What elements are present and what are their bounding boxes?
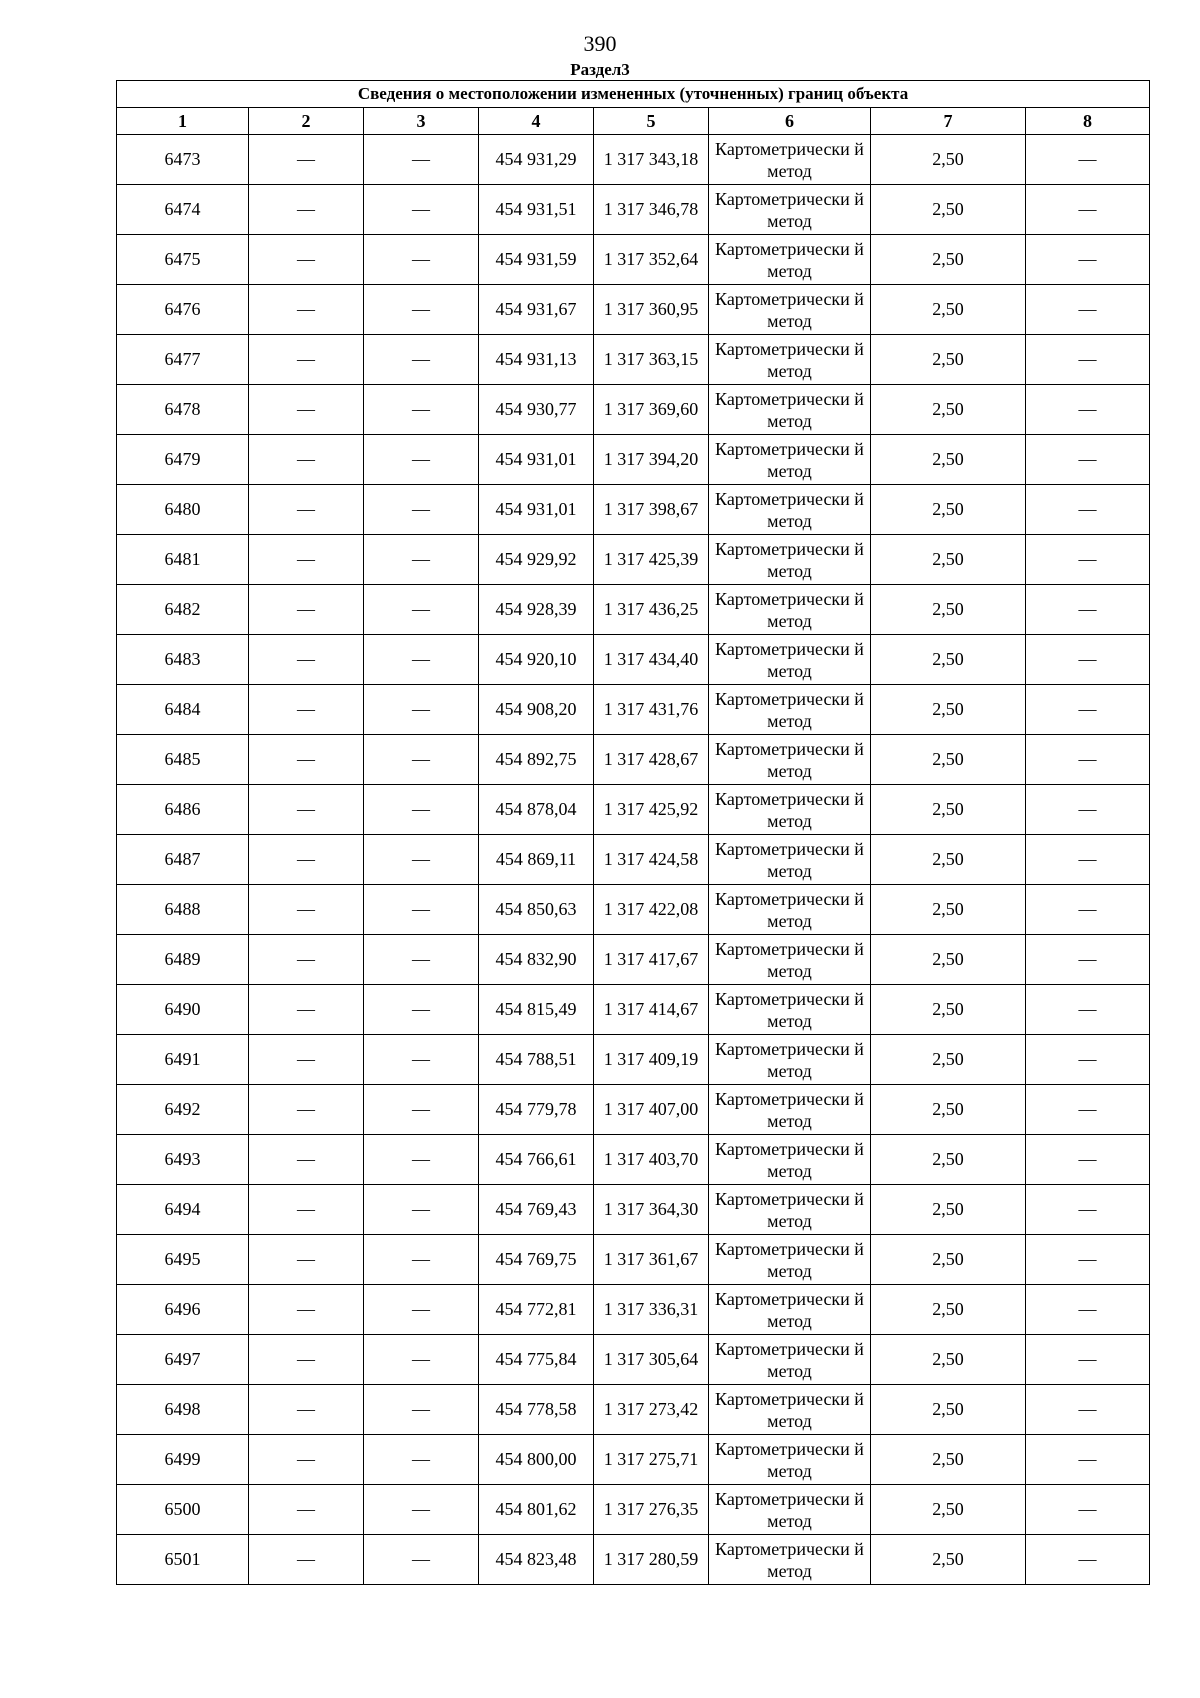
y-coordinate-cell: 1 317 336,31 xyxy=(594,1285,709,1335)
empty-value-cell: — xyxy=(249,935,364,985)
y-coordinate-cell: 1 317 436,25 xyxy=(594,585,709,635)
x-coordinate-cell: 454 929,92 xyxy=(479,535,594,585)
x-coordinate-cell: 454 908,20 xyxy=(479,685,594,735)
empty-value-cell: — xyxy=(1026,1135,1150,1185)
method-cell: Картометрически й метод xyxy=(709,1285,871,1335)
table-title: Сведения о местоположении измененных (уточненных) границ объекта xyxy=(117,81,1150,108)
y-coordinate-cell: 1 317 352,64 xyxy=(594,235,709,285)
method-cell: Картометрически й метод xyxy=(709,235,871,285)
table-row xyxy=(117,1185,1150,1235)
method-cell: Картометрически й метод xyxy=(709,1435,871,1485)
method-cell: Картометрически й метод xyxy=(709,985,871,1035)
point-number-cell: 6476 xyxy=(117,285,249,335)
point-number-cell: 6488 xyxy=(117,885,249,935)
precision-cell: 2,50 xyxy=(871,635,1026,685)
empty-value-cell: — xyxy=(364,1535,479,1585)
table-row xyxy=(117,385,1150,435)
point-number-cell: 6487 xyxy=(117,835,249,885)
point-number-cell: 6497 xyxy=(117,1335,249,1385)
precision-cell: 2,50 xyxy=(871,285,1026,335)
x-coordinate-cell: 454 878,04 xyxy=(479,785,594,835)
precision-cell: 2,50 xyxy=(871,1085,1026,1135)
x-coordinate-cell: 454 931,01 xyxy=(479,485,594,535)
empty-value-cell: — xyxy=(1026,1285,1150,1335)
point-number-cell: 6496 xyxy=(117,1285,249,1335)
empty-value-cell: — xyxy=(249,1035,364,1085)
empty-value-cell: — xyxy=(1026,835,1150,885)
table-row xyxy=(117,635,1150,685)
y-coordinate-cell: 1 317 363,15 xyxy=(594,335,709,385)
empty-value-cell: — xyxy=(364,135,479,185)
point-number-cell: 6478 xyxy=(117,385,249,435)
empty-value-cell: — xyxy=(1026,1385,1150,1435)
empty-value-cell: — xyxy=(364,1085,479,1135)
x-coordinate-cell: 454 775,84 xyxy=(479,1335,594,1385)
x-coordinate-cell: 454 769,75 xyxy=(479,1235,594,1285)
table-row xyxy=(117,885,1150,935)
precision-cell: 2,50 xyxy=(871,485,1026,535)
empty-value-cell: — xyxy=(1026,1535,1150,1585)
method-cell: Картометрически й метод xyxy=(709,435,871,485)
x-coordinate-cell: 454 931,01 xyxy=(479,435,594,485)
empty-value-cell: — xyxy=(364,635,479,685)
method-cell: Картометрически й метод xyxy=(709,185,871,235)
empty-value-cell: — xyxy=(249,185,364,235)
precision-cell: 2,50 xyxy=(871,1185,1026,1235)
point-number-cell: 6479 xyxy=(117,435,249,485)
y-coordinate-cell: 1 317 414,67 xyxy=(594,985,709,1035)
empty-value-cell: — xyxy=(364,235,479,285)
precision-cell: 2,50 xyxy=(871,335,1026,385)
empty-value-cell: — xyxy=(1026,385,1150,435)
method-cell: Картометрически й метод xyxy=(709,685,871,735)
empty-value-cell: — xyxy=(364,1285,479,1335)
method-cell: Картометрически й метод xyxy=(709,485,871,535)
point-number-cell: 6474 xyxy=(117,185,249,235)
empty-value-cell: — xyxy=(1026,435,1150,485)
point-number-cell: 6492 xyxy=(117,1085,249,1135)
x-coordinate-cell: 454 766,61 xyxy=(479,1135,594,1185)
method-cell: Картометрически й метод xyxy=(709,285,871,335)
point-number-cell: 6498 xyxy=(117,1385,249,1435)
empty-value-cell: — xyxy=(1026,635,1150,685)
empty-value-cell: — xyxy=(249,1335,364,1385)
y-coordinate-cell: 1 317 394,20 xyxy=(594,435,709,485)
empty-value-cell: — xyxy=(364,1035,479,1085)
table-row xyxy=(117,535,1150,585)
precision-cell: 2,50 xyxy=(871,135,1026,185)
point-number-cell: 6483 xyxy=(117,635,249,685)
precision-cell: 2,50 xyxy=(871,1035,1026,1085)
empty-value-cell: — xyxy=(1026,285,1150,335)
point-number-cell: 6480 xyxy=(117,485,249,535)
x-coordinate-cell: 454 931,59 xyxy=(479,235,594,285)
empty-value-cell: — xyxy=(1026,135,1150,185)
empty-value-cell: — xyxy=(249,335,364,385)
table-row xyxy=(117,785,1150,835)
empty-value-cell: — xyxy=(364,1335,479,1385)
x-coordinate-cell: 454 788,51 xyxy=(479,1035,594,1085)
point-number-cell: 6489 xyxy=(117,935,249,985)
x-coordinate-cell: 454 920,10 xyxy=(479,635,594,685)
point-number-cell: 6501 xyxy=(117,1535,249,1585)
empty-value-cell: — xyxy=(1026,1435,1150,1485)
y-coordinate-cell: 1 317 431,76 xyxy=(594,685,709,735)
x-coordinate-cell: 454 928,39 xyxy=(479,585,594,635)
empty-value-cell: — xyxy=(249,135,364,185)
empty-value-cell: — xyxy=(249,685,364,735)
y-coordinate-cell: 1 317 417,67 xyxy=(594,935,709,985)
precision-cell: 2,50 xyxy=(871,935,1026,985)
empty-value-cell: — xyxy=(364,1185,479,1235)
y-coordinate-cell: 1 317 343,18 xyxy=(594,135,709,185)
empty-value-cell: — xyxy=(249,635,364,685)
table-row xyxy=(117,835,1150,885)
y-coordinate-cell: 1 317 360,95 xyxy=(594,285,709,335)
empty-value-cell: — xyxy=(249,1185,364,1235)
empty-value-cell: — xyxy=(364,785,479,835)
empty-value-cell: — xyxy=(249,1535,364,1585)
point-number-cell: 6477 xyxy=(117,335,249,385)
empty-value-cell: — xyxy=(1026,785,1150,835)
empty-value-cell: — xyxy=(1026,1235,1150,1285)
method-cell: Картометрически й метод xyxy=(709,1385,871,1435)
point-number-cell: 6493 xyxy=(117,1135,249,1185)
empty-value-cell: — xyxy=(364,735,479,785)
table-row xyxy=(117,435,1150,485)
point-number-cell: 6500 xyxy=(117,1485,249,1535)
table-body xyxy=(117,135,1150,1585)
table-row xyxy=(117,1035,1150,1085)
y-coordinate-cell: 1 317 361,67 xyxy=(594,1235,709,1285)
method-cell: Картометрически й метод xyxy=(709,1185,871,1235)
column-number: 3 xyxy=(364,108,479,135)
method-cell: Картометрически й метод xyxy=(709,1535,871,1585)
method-cell: Картометрически й метод xyxy=(709,135,871,185)
empty-value-cell: — xyxy=(249,885,364,935)
y-coordinate-cell: 1 317 424,58 xyxy=(594,835,709,885)
empty-value-cell: — xyxy=(1026,535,1150,585)
point-number-cell: 6494 xyxy=(117,1185,249,1235)
empty-value-cell: — xyxy=(364,285,479,335)
empty-value-cell: — xyxy=(249,235,364,285)
precision-cell: 2,50 xyxy=(871,185,1026,235)
section-label: Раздел3 xyxy=(570,60,630,79)
precision-cell: 2,50 xyxy=(871,435,1026,485)
y-coordinate-cell: 1 317 273,42 xyxy=(594,1385,709,1435)
table-title-row xyxy=(117,81,1150,108)
table-row xyxy=(117,1285,1150,1335)
method-cell: Картометрически й метод xyxy=(709,1035,871,1085)
precision-cell: 2,50 xyxy=(871,235,1026,285)
point-number-cell: 6486 xyxy=(117,785,249,835)
x-coordinate-cell: 454 823,48 xyxy=(479,1535,594,1585)
empty-value-cell: — xyxy=(364,585,479,635)
precision-cell: 2,50 xyxy=(871,1535,1026,1585)
column-number: 2 xyxy=(249,108,364,135)
empty-value-cell: — xyxy=(364,385,479,435)
empty-value-cell: — xyxy=(364,335,479,385)
method-cell: Картометрически й метод xyxy=(709,635,871,685)
precision-cell: 2,50 xyxy=(871,985,1026,1035)
x-coordinate-cell: 454 801,62 xyxy=(479,1485,594,1535)
y-coordinate-cell: 1 317 305,64 xyxy=(594,1335,709,1385)
empty-value-cell: — xyxy=(249,735,364,785)
y-coordinate-cell: 1 317 346,78 xyxy=(594,185,709,235)
empty-value-cell: — xyxy=(1026,1335,1150,1385)
method-cell: Картометрически й метод xyxy=(709,885,871,935)
point-number-cell: 6484 xyxy=(117,685,249,735)
table-row xyxy=(117,1535,1150,1585)
x-coordinate-cell: 454 778,58 xyxy=(479,1385,594,1435)
point-number-cell: 6495 xyxy=(117,1235,249,1285)
empty-value-cell: — xyxy=(364,185,479,235)
method-cell: Картометрически й метод xyxy=(709,1485,871,1535)
empty-value-cell: — xyxy=(249,1085,364,1135)
empty-value-cell: — xyxy=(249,1135,364,1185)
method-cell: Картометрически й метод xyxy=(709,1335,871,1385)
empty-value-cell: — xyxy=(364,1485,479,1535)
y-coordinate-cell: 1 317 422,08 xyxy=(594,885,709,935)
table-row xyxy=(117,1235,1150,1285)
y-coordinate-cell: 1 317 403,70 xyxy=(594,1135,709,1185)
column-number-row xyxy=(117,108,1150,135)
y-coordinate-cell: 1 317 364,30 xyxy=(594,1185,709,1235)
method-cell: Картометрически й метод xyxy=(709,385,871,435)
precision-cell: 2,50 xyxy=(871,1385,1026,1435)
table-row xyxy=(117,1335,1150,1385)
table-row xyxy=(117,235,1150,285)
empty-value-cell: — xyxy=(364,1385,479,1435)
empty-value-cell: — xyxy=(249,485,364,535)
empty-value-cell: — xyxy=(1026,485,1150,535)
empty-value-cell: — xyxy=(249,585,364,635)
x-coordinate-cell: 454 931,51 xyxy=(479,185,594,235)
empty-value-cell: — xyxy=(1026,885,1150,935)
x-coordinate-cell: 454 800,00 xyxy=(479,1435,594,1485)
empty-value-cell: — xyxy=(364,935,479,985)
point-number-cell: 6473 xyxy=(117,135,249,185)
column-number: 6 xyxy=(709,108,871,135)
empty-value-cell: — xyxy=(249,435,364,485)
method-cell: Картометрически й метод xyxy=(709,785,871,835)
precision-cell: 2,50 xyxy=(871,785,1026,835)
point-number-cell: 6482 xyxy=(117,585,249,635)
page-number: 390 xyxy=(583,31,617,56)
empty-value-cell: — xyxy=(364,1135,479,1185)
precision-cell: 2,50 xyxy=(871,835,1026,885)
empty-value-cell: — xyxy=(1026,235,1150,285)
y-coordinate-cell: 1 317 425,92 xyxy=(594,785,709,835)
method-cell: Картометрически й метод xyxy=(709,335,871,385)
column-number: 7 xyxy=(871,108,1026,135)
precision-cell: 2,50 xyxy=(871,1485,1026,1535)
x-coordinate-cell: 454 892,75 xyxy=(479,735,594,785)
table-row xyxy=(117,485,1150,535)
method-cell: Картометрически й метод xyxy=(709,735,871,785)
empty-value-cell: — xyxy=(249,1235,364,1285)
empty-value-cell: — xyxy=(364,885,479,935)
empty-value-cell: — xyxy=(1026,1485,1150,1535)
precision-cell: 2,50 xyxy=(871,1135,1026,1185)
table-row xyxy=(117,1085,1150,1135)
x-coordinate-cell: 454 869,11 xyxy=(479,835,594,885)
y-coordinate-cell: 1 317 275,71 xyxy=(594,1435,709,1485)
empty-value-cell: — xyxy=(1026,985,1150,1035)
empty-value-cell: — xyxy=(249,1435,364,1485)
table-row xyxy=(117,185,1150,235)
point-number-cell: 6491 xyxy=(117,1035,249,1085)
boundary-coordinates-table xyxy=(116,80,1150,1585)
x-coordinate-cell: 454 931,13 xyxy=(479,335,594,385)
empty-value-cell: — xyxy=(249,835,364,885)
x-coordinate-cell: 454 779,78 xyxy=(479,1085,594,1135)
x-coordinate-cell: 454 850,63 xyxy=(479,885,594,935)
y-coordinate-cell: 1 317 425,39 xyxy=(594,535,709,585)
table-row xyxy=(117,285,1150,335)
column-number: 4 xyxy=(479,108,594,135)
empty-value-cell: — xyxy=(364,1235,479,1285)
y-coordinate-cell: 1 317 407,00 xyxy=(594,1085,709,1135)
empty-value-cell: — xyxy=(1026,185,1150,235)
precision-cell: 2,50 xyxy=(871,1235,1026,1285)
y-coordinate-cell: 1 317 280,59 xyxy=(594,1535,709,1585)
table-row xyxy=(117,1485,1150,1535)
x-coordinate-cell: 454 931,67 xyxy=(479,285,594,335)
precision-cell: 2,50 xyxy=(871,535,1026,585)
empty-value-cell: — xyxy=(364,435,479,485)
y-coordinate-cell: 1 317 276,35 xyxy=(594,1485,709,1535)
table-row xyxy=(117,335,1150,385)
empty-value-cell: — xyxy=(364,535,479,585)
point-number-cell: 6485 xyxy=(117,735,249,785)
empty-value-cell: — xyxy=(1026,1085,1150,1135)
empty-value-cell: — xyxy=(1026,1185,1150,1235)
column-number: 1 xyxy=(117,108,249,135)
table-row xyxy=(117,1435,1150,1485)
point-number-cell: 6481 xyxy=(117,535,249,585)
y-coordinate-cell: 1 317 398,67 xyxy=(594,485,709,535)
empty-value-cell: — xyxy=(1026,685,1150,735)
y-coordinate-cell: 1 317 428,67 xyxy=(594,735,709,785)
empty-value-cell: — xyxy=(364,985,479,1035)
table-row xyxy=(117,935,1150,985)
precision-cell: 2,50 xyxy=(871,385,1026,435)
empty-value-cell: — xyxy=(249,785,364,835)
method-cell: Картометрически й метод xyxy=(709,1085,871,1135)
table-row xyxy=(117,735,1150,785)
precision-cell: 2,50 xyxy=(871,685,1026,735)
empty-value-cell: — xyxy=(364,835,479,885)
empty-value-cell: — xyxy=(249,535,364,585)
precision-cell: 2,50 xyxy=(871,1435,1026,1485)
method-cell: Картометрически й метод xyxy=(709,1135,871,1185)
empty-value-cell: — xyxy=(249,1485,364,1535)
x-coordinate-cell: 454 815,49 xyxy=(479,985,594,1035)
empty-value-cell: — xyxy=(249,985,364,1035)
method-cell: Картометрически й метод xyxy=(709,835,871,885)
empty-value-cell: — xyxy=(364,1435,479,1485)
table-row xyxy=(117,985,1150,1035)
y-coordinate-cell: 1 317 369,60 xyxy=(594,385,709,435)
point-number-cell: 6475 xyxy=(117,235,249,285)
x-coordinate-cell: 454 769,43 xyxy=(479,1185,594,1235)
table-row xyxy=(117,135,1150,185)
table-row xyxy=(117,1135,1150,1185)
x-coordinate-cell: 454 930,77 xyxy=(479,385,594,435)
precision-cell: 2,50 xyxy=(871,1335,1026,1385)
empty-value-cell: — xyxy=(249,1285,364,1335)
method-cell: Картометрически й метод xyxy=(709,585,871,635)
empty-value-cell: — xyxy=(1026,585,1150,635)
empty-value-cell: — xyxy=(1026,935,1150,985)
empty-value-cell: — xyxy=(249,1385,364,1435)
table-row xyxy=(117,685,1150,735)
x-coordinate-cell: 454 931,29 xyxy=(479,135,594,185)
method-cell: Картометрически й метод xyxy=(709,1235,871,1285)
method-cell: Картометрически й метод xyxy=(709,535,871,585)
x-coordinate-cell: 454 832,90 xyxy=(479,935,594,985)
column-number: 8 xyxy=(1026,108,1150,135)
table-row xyxy=(117,585,1150,635)
precision-cell: 2,50 xyxy=(871,585,1026,635)
point-number-cell: 6499 xyxy=(117,1435,249,1485)
y-coordinate-cell: 1 317 434,40 xyxy=(594,635,709,685)
precision-cell: 2,50 xyxy=(871,735,1026,785)
method-cell: Картометрически й метод xyxy=(709,935,871,985)
empty-value-cell: — xyxy=(249,385,364,435)
empty-value-cell: — xyxy=(1026,735,1150,785)
empty-value-cell: — xyxy=(1026,1035,1150,1085)
column-number: 5 xyxy=(594,108,709,135)
precision-cell: 2,50 xyxy=(871,885,1026,935)
empty-value-cell: — xyxy=(249,285,364,335)
empty-value-cell: — xyxy=(1026,335,1150,385)
precision-cell: 2,50 xyxy=(871,1285,1026,1335)
point-number-cell: 6490 xyxy=(117,985,249,1035)
table-row xyxy=(117,1385,1150,1435)
empty-value-cell: — xyxy=(364,685,479,735)
y-coordinate-cell: 1 317 409,19 xyxy=(594,1035,709,1085)
empty-value-cell: — xyxy=(364,485,479,535)
x-coordinate-cell: 454 772,81 xyxy=(479,1285,594,1335)
